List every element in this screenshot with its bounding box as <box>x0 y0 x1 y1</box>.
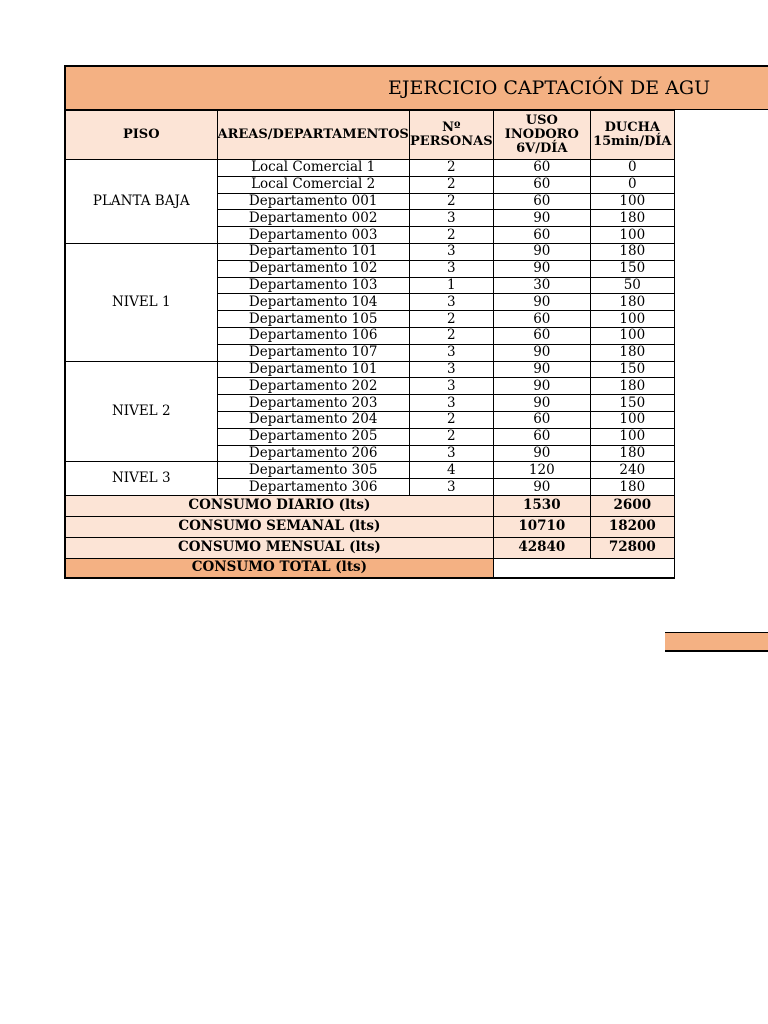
header-row <box>65 111 674 160</box>
ducha-cell: 180 <box>590 479 674 496</box>
inodoro-cell: 90 <box>493 361 590 378</box>
inodoro-cell: 90 <box>493 479 590 496</box>
area-cell: Departamento 101 <box>217 361 409 378</box>
total-row-extension <box>665 632 768 652</box>
personas-cell: 2 <box>409 193 493 210</box>
ducha-cell: 180 <box>590 294 674 311</box>
personas-cell: 4 <box>409 462 493 479</box>
header-ducha: DUCHA 15min/DÍA <box>590 111 674 160</box>
area-cell: Local Comercial 2 <box>217 176 409 193</box>
sheet-title: EJERCICIO CAPTACIÓN DE AGU <box>388 77 711 99</box>
floor-cell: NIVEL 1 <box>65 243 217 361</box>
ducha-cell: 180 <box>590 445 674 462</box>
ducha-cell: 100 <box>590 428 674 445</box>
total-row <box>65 558 674 578</box>
header-areas: AREAS/DEPARTAMENTOS <box>217 111 409 160</box>
totals-row <box>65 516 674 537</box>
inodoro-cell: 30 <box>493 277 590 294</box>
inodoro-cell: 90 <box>493 243 590 260</box>
area-cell: Departamento 306 <box>217 479 409 496</box>
inodoro-cell: 60 <box>493 311 590 328</box>
totals-ducha: 18200 <box>590 516 674 537</box>
ducha-cell: 0 <box>590 176 674 193</box>
personas-cell: 3 <box>409 243 493 260</box>
personas-cell: 3 <box>409 479 493 496</box>
header-inodoro: USO INODORO 6V/DÍA <box>493 111 590 160</box>
personas-cell: 1 <box>409 277 493 294</box>
area-cell: Departamento 105 <box>217 311 409 328</box>
ducha-cell: 0 <box>590 160 674 177</box>
personas-cell: 2 <box>409 327 493 344</box>
area-cell: Departamento 206 <box>217 445 409 462</box>
totals-inodoro: 10710 <box>493 516 590 537</box>
ducha-cell: 50 <box>590 277 674 294</box>
spreadsheet <box>64 65 768 588</box>
inodoro-cell: 60 <box>493 193 590 210</box>
inodoro-cell: 90 <box>493 294 590 311</box>
ducha-cell: 180 <box>590 344 674 361</box>
area-cell: Departamento 106 <box>217 327 409 344</box>
area-cell: Departamento 102 <box>217 260 409 277</box>
ducha-cell: 180 <box>590 378 674 395</box>
ducha-cell: 100 <box>590 411 674 428</box>
inodoro-cell: 90 <box>493 260 590 277</box>
total-value <box>493 558 674 578</box>
inodoro-cell: 120 <box>493 462 590 479</box>
personas-cell: 3 <box>409 445 493 462</box>
personas-cell: 3 <box>409 210 493 227</box>
floor-cell: NIVEL 2 <box>65 361 217 462</box>
table-row <box>65 160 674 177</box>
personas-cell: 2 <box>409 428 493 445</box>
personas-cell: 3 <box>409 378 493 395</box>
personas-cell: 3 <box>409 294 493 311</box>
area-cell: Departamento 002 <box>217 210 409 227</box>
ducha-cell: 180 <box>590 210 674 227</box>
inodoro-cell: 60 <box>493 428 590 445</box>
consumption-table <box>64 110 675 579</box>
area-cell: Departamento 101 <box>217 243 409 260</box>
header-personas: Nº PERSONAS <box>409 111 493 160</box>
personas-cell: 3 <box>409 395 493 412</box>
area-cell: Departamento 107 <box>217 344 409 361</box>
inodoro-cell: 90 <box>493 395 590 412</box>
ducha-cell: 100 <box>590 327 674 344</box>
area-cell: Departamento 104 <box>217 294 409 311</box>
inodoro-cell: 90 <box>493 344 590 361</box>
ducha-cell: 100 <box>590 227 674 244</box>
totals-row <box>65 537 674 558</box>
table-row <box>65 361 674 378</box>
table-row <box>65 462 674 479</box>
ducha-cell: 100 <box>590 311 674 328</box>
area-cell: Departamento 205 <box>217 428 409 445</box>
totals-inodoro: 42840 <box>493 537 590 558</box>
personas-cell: 2 <box>409 227 493 244</box>
personas-cell: 2 <box>409 160 493 177</box>
area-cell: Departamento 305 <box>217 462 409 479</box>
ducha-cell: 150 <box>590 361 674 378</box>
personas-cell: 3 <box>409 260 493 277</box>
area-cell: Departamento 103 <box>217 277 409 294</box>
inodoro-cell: 60 <box>493 160 590 177</box>
inodoro-cell: 90 <box>493 378 590 395</box>
area-cell: Departamento 202 <box>217 378 409 395</box>
area-cell: Departamento 001 <box>217 193 409 210</box>
totals-label: CONSUMO DIARIO (lts) <box>65 495 493 516</box>
ducha-cell: 150 <box>590 395 674 412</box>
area-cell: Departamento 204 <box>217 411 409 428</box>
totals-label: CONSUMO MENSUAL (lts) <box>65 537 493 558</box>
title-bar <box>64 65 768 110</box>
totals-label: CONSUMO SEMANAL (lts) <box>65 516 493 537</box>
total-label: CONSUMO TOTAL (lts) <box>65 558 493 578</box>
personas-cell: 2 <box>409 176 493 193</box>
inodoro-cell: 90 <box>493 445 590 462</box>
personas-cell: 2 <box>409 411 493 428</box>
floor-cell: NIVEL 3 <box>65 462 217 496</box>
inodoro-cell: 60 <box>493 411 590 428</box>
floor-cell: PLANTA BAJA <box>65 160 217 244</box>
personas-cell: 3 <box>409 344 493 361</box>
inodoro-cell: 60 <box>493 227 590 244</box>
area-cell: Local Comercial 1 <box>217 160 409 177</box>
personas-cell: 2 <box>409 311 493 328</box>
inodoro-cell: 60 <box>493 176 590 193</box>
personas-cell: 3 <box>409 361 493 378</box>
header-piso: PISO <box>65 111 217 160</box>
ducha-cell: 180 <box>590 243 674 260</box>
ducha-cell: 100 <box>590 193 674 210</box>
totals-inodoro: 1530 <box>493 495 590 516</box>
ducha-cell: 150 <box>590 260 674 277</box>
totals-row <box>65 495 674 516</box>
totals-ducha: 2600 <box>590 495 674 516</box>
inodoro-cell: 60 <box>493 327 590 344</box>
area-cell: Departamento 003 <box>217 227 409 244</box>
totals-ducha: 72800 <box>590 537 674 558</box>
table-row <box>65 243 674 260</box>
ducha-cell: 240 <box>590 462 674 479</box>
area-cell: Departamento 203 <box>217 395 409 412</box>
inodoro-cell: 90 <box>493 210 590 227</box>
